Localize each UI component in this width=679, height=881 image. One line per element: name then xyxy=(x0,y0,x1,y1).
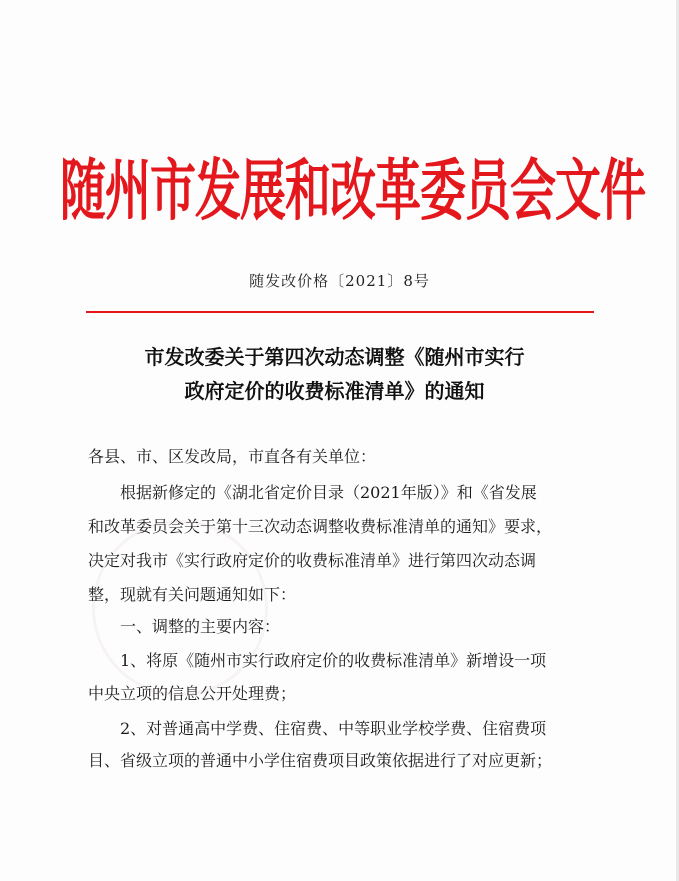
section-1-heading: 一、调整的主要内容： xyxy=(120,617,281,636)
red-divider-line xyxy=(86,311,594,313)
salutation: 各县、市、区发改局，市直各有关单位： xyxy=(88,447,377,466)
masthead-title: 随州市发展和改革委员会文件 xyxy=(60,151,645,230)
paragraph-1-line-1: 根据新修定的《湖北省定价目录（2021年版）》和《省发展 xyxy=(120,483,537,502)
item-1-line-1: 1、将原《随州市实行政府定价的收费标准清单》新增设一项 xyxy=(120,651,547,670)
paragraph-1-line-3: 决定对我市《实行政府定价的收费标准清单》进行第四次动态调 xyxy=(88,551,537,570)
document-number: 随发改价格〔2021〕8号 xyxy=(249,272,430,290)
item-1-line-2: 中央立项的信息公开处理费； xyxy=(88,684,297,703)
paragraph-1-line-2: 和改革委员会关于第十三次动态调整收费标准清单的通知》要求， xyxy=(88,517,553,536)
item-2-line-1: 2、对普通高中学费、住宿费、中等职业学校学费、住宿费项 xyxy=(120,719,547,738)
notice-title-line-1: 市发改委关于第四次动态调整《随州市实行 xyxy=(144,345,525,369)
item-2-line-2: 目、省级立项的普通中小学住宿费项目政策依据进行了对应更新； xyxy=(88,751,553,770)
notice-title-line-2: 政府定价的收费标准清单》的通知 xyxy=(184,379,485,403)
paragraph-1-line-4: 整，现就有关问题通知如下： xyxy=(88,585,297,604)
